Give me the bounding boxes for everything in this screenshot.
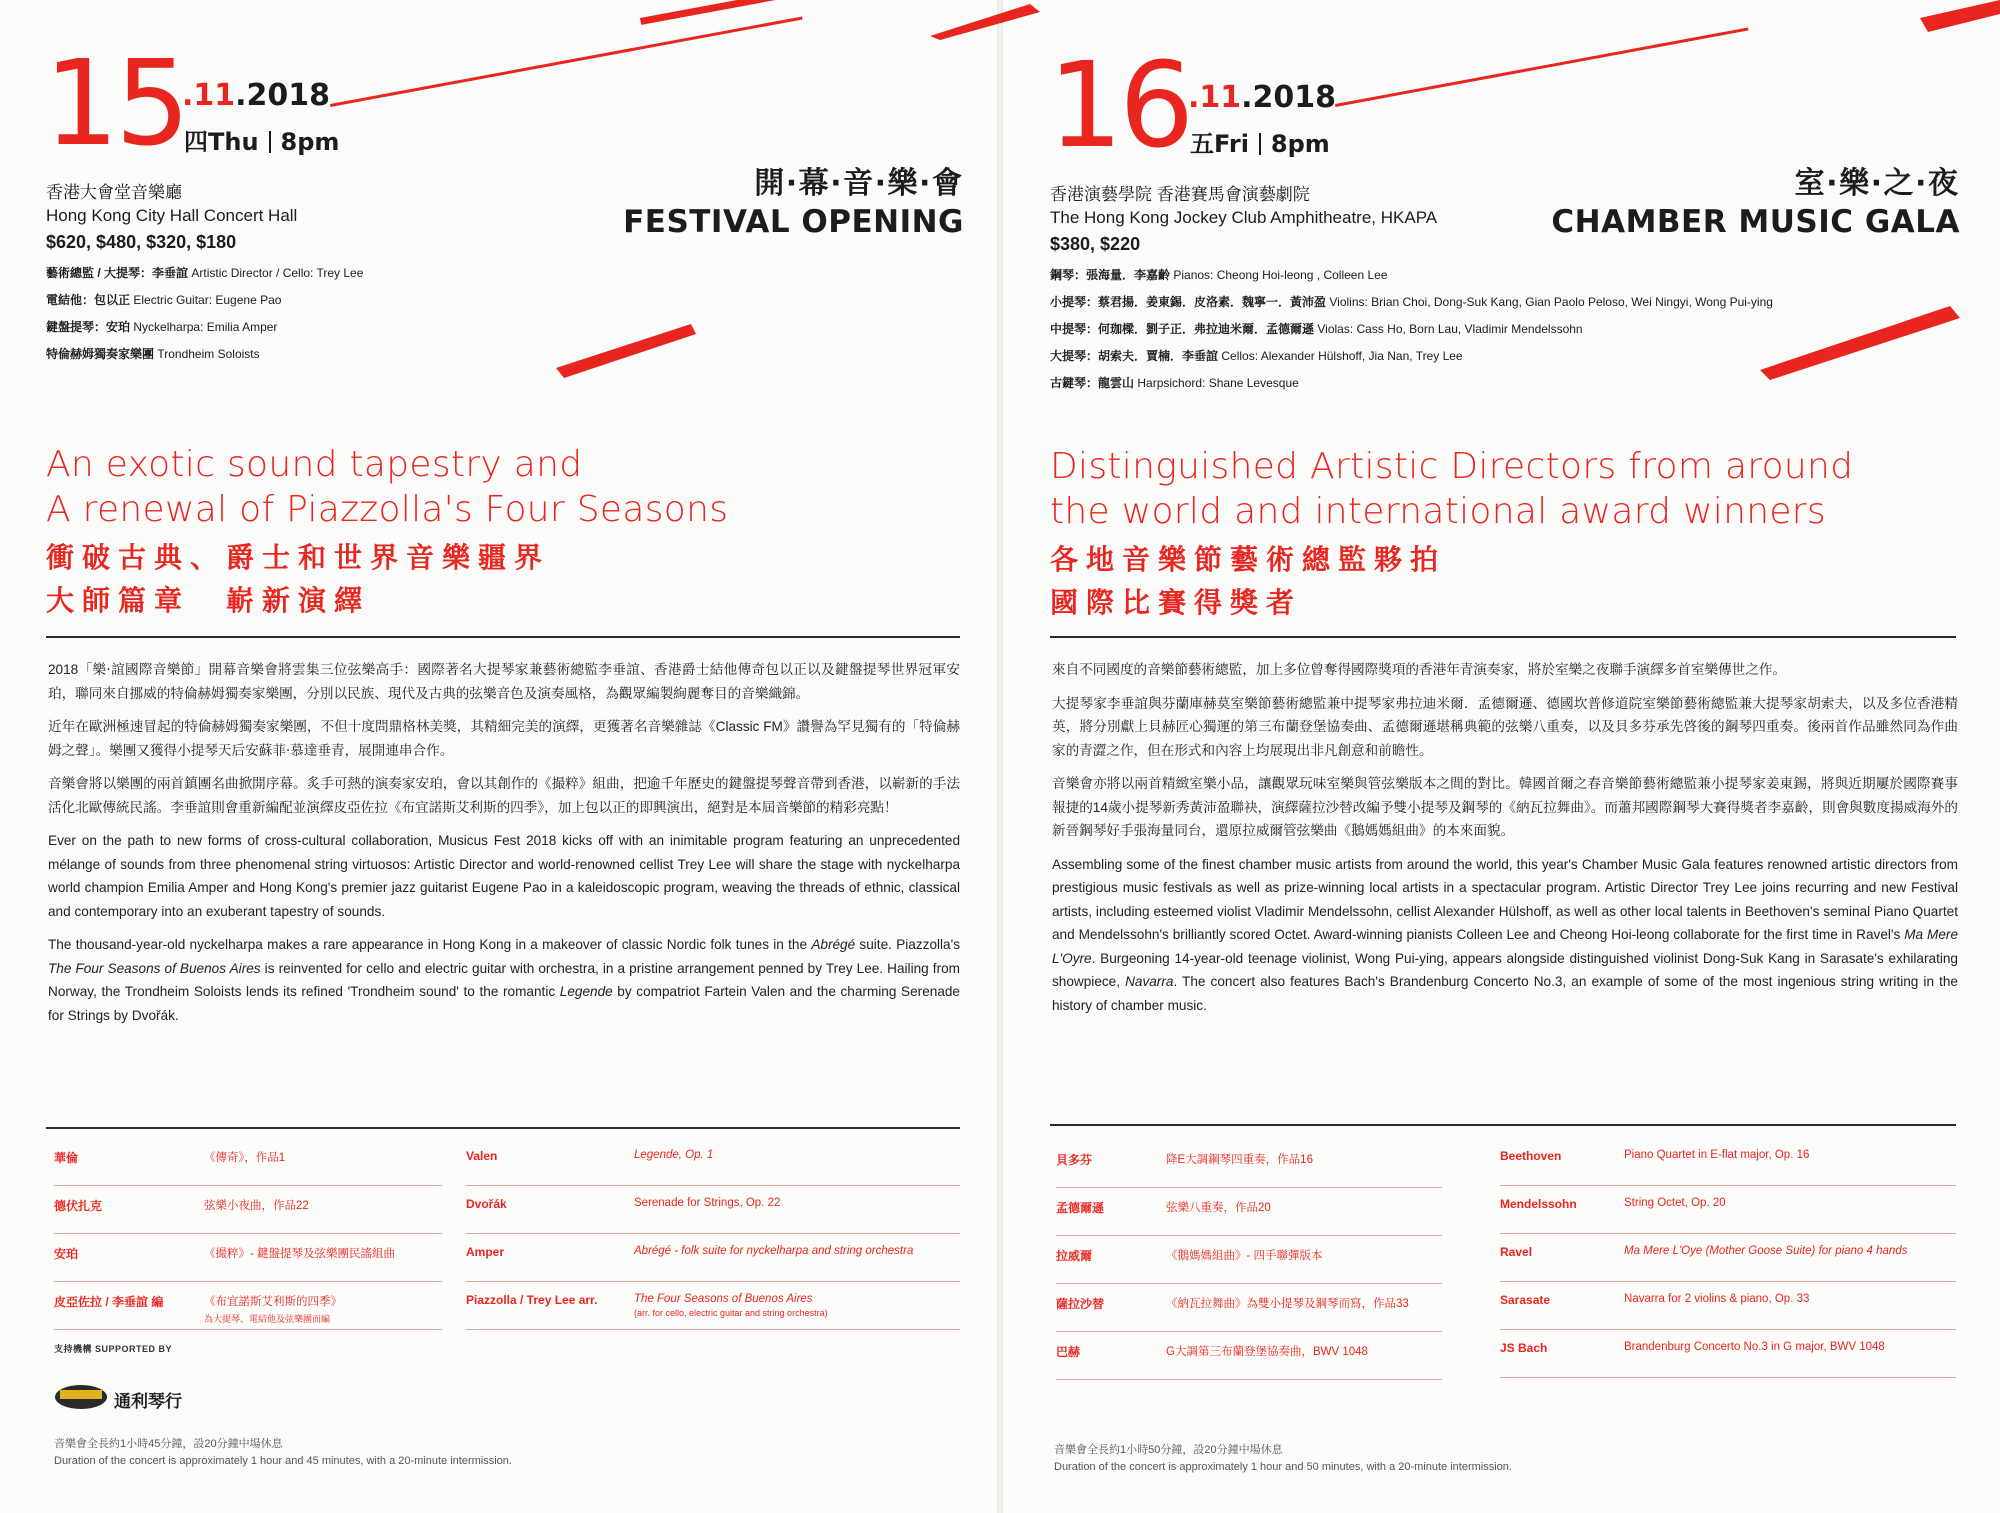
- body-text: [48, 658, 960, 1037]
- headline-zh: 各地音樂節藝術總監夥拍 國際比賽得獎者: [1050, 544, 1447, 618]
- body-paragraph-zh: 2018「樂‧誼國際音樂節」開幕音樂會將雲集三位弦樂高手：國際著名大提琴家兼藝術總監李垂誼、香港爵士結他傳奇包以正以及鍵盤提琴世界冠軍安珀，聯同來自挪威的特倫赫姆獨奏家樂團，分別以民族、現代及古典的弦樂音色及演奏風格，為觀眾編製絢麗奪目的音樂織錦。: [48, 662, 960, 701]
- table-row: Beethoven Piano Quartet in E-flat major, Op. 16: [1500, 1138, 1956, 1186]
- credit-line: 特倫赫姆獨奏家樂團 Trondheim Soloists: [46, 347, 260, 361]
- table-row: 德伏扎克 弦樂小夜曲，作品22: [54, 1186, 442, 1234]
- event-month-year: .11.2018: [1188, 80, 1337, 115]
- credit-line: 藝術總監 / 大提琴：李垂誼 Artistic Director / Cello: Trey Lee: [46, 266, 364, 280]
- event-weekday-time: 五Fri 8pm: [1190, 130, 1330, 158]
- body-paragraph-en: The thousand-year-old nyckelharpa makes a rare appearance in Hong Kong in a makeover of classic Nordic folk tunes in the Abrégé suite. Piazzolla's The Four Seasons of Buenos Aires is reinvented for cello and electric guitar with orchestra, in a pristine arrangement penned by Trey Lee. Hailing from Norway, the Trondheim Soloists lends its refined 'Trondheim sound' to the romantic Legende by compatriot Fartein Valen and the charming Serenade for Strings by Dvořák.: [48, 937, 960, 1023]
- body-paragraph-zh: 來自不同國度的音樂節藝術總監，加上多位曾奪得國際獎項的香港年青演奏家，將於室樂之夜聯手演繹多首室樂傳世之作。: [1052, 662, 1787, 677]
- program-rule: [1050, 1124, 1956, 1126]
- venue-zh: 香港大會堂音樂廳: [46, 183, 182, 202]
- concert-title-zh: 開‧幕‧音‧樂‧會: [754, 167, 964, 200]
- duration-note: 音樂會全長約1小時50分鐘，設20分鐘中場休息 Duration of the concert is approximately 1 hour and 50 minutes, with a 20-minute intermission.: [1054, 1444, 1512, 1473]
- credit-line: 鋼琴：張海量．李嘉齡 Pianos: Cheong Hoi-leong , Colleen Lee: [1050, 268, 1388, 282]
- body-paragraph-en: Assembling some of the finest chamber music artists from around the world, this year's Chamber Music Gala features renowned artistic directors from prestigious music festivals as well as prize-winning local artists in a spectacular program. Artistic Director Trey Lee joins recurring and new Festival artists, including esteemed violist Vladimir Mendelssohn, cellist Alexander Hülshoff, as well as other local talents in Beethoven's seminal Piano Quartet and Mendelssohn's brilliantly scored Octet. Award-winning pianists Colleen Lee and Cheong Hoi-leong collaborate for the first time in Ravel's Ma Mere L'Oyre. Burgeoning 14-year-old teenage violinist, Wong Pui-ying, appears alongside distinguished violinist Dong-Suk Kang in Sarasate's exhilarating showpiece, Navarra. The concert also features Bach's Brandenburg Concerto No.3, an example of some of the most ingenious string writing in the history of chamber music.: [1052, 856, 1958, 1013]
- body-text: [1052, 658, 1958, 1027]
- table-row: Amper Abrégé - folk suite for nyckelharpa and string orchestra: [466, 1234, 960, 1282]
- table-row: 拉威爾 《鵝媽媽組曲》- 四手聯彈版本: [1056, 1236, 1442, 1284]
- table-row: 華倫 《傳奇》，作品1: [54, 1138, 442, 1186]
- table-row: 貝多芬 降E大調鋼琴四重奏，作品16: [1056, 1140, 1442, 1188]
- mid-stripe-shape: [556, 318, 696, 380]
- sponsor-logo: [54, 1384, 108, 1410]
- table-row: 孟德爾遜 弦樂八重奏，作品20: [1056, 1188, 1442, 1236]
- ticket-prices: $380, $220: [1050, 234, 1141, 254]
- body-paragraph-zh: 大提琴家李垂誼與芬蘭庫赫莫室樂節藝術總監兼中提琴家弗拉迪米爾．孟德爾遜、德國坎普修道院室樂節藝術總監兼大提琴家胡索夫，以及多位香港精英，將分別獻上貝赫匠心獨運的第三布蘭登堡協奏曲、孟德爾遜堪稱典範的弦樂八重奏，以及貝多芬承先啓後的鋼琴四重奏。後兩首作品雖然同為作曲家的青澀之作，但在形式和內容上均展現出非凡創意和前瞻性。: [1052, 695, 1958, 758]
- right-page: [1000, 0, 2000, 1513]
- top-stripe-wide: [640, 0, 867, 25]
- concert-title-en: CHAMBER MUSIC GALA: [1551, 204, 1960, 240]
- headline-en: Distinguished Artistic Directors from around the world and international award winners: [1050, 446, 1854, 532]
- credit-line: 大提琴：胡索夫．賈楠．李垂誼 Cellos: Alexander Hülshoff, Jia Nan, Trey Lee: [1050, 349, 1463, 363]
- table-row: 皮亞佐拉 / 李垂誼 編 《布宜諾斯艾利斯的四季》 為大提琴、電結他及弦樂團而編: [54, 1282, 442, 1330]
- ticket-prices: $620, $480, $320, $180: [46, 232, 237, 252]
- section-rule: [1050, 636, 1956, 638]
- table-row: 薩拉沙替 《納瓦拉舞曲》為雙小提琴及鋼琴而寫，作品33: [1056, 1284, 1442, 1332]
- credit-line: 中提琴：何珈樑．劉子正．弗拉迪米爾．孟德爾遜 Violas: Cass Ho, Born Lau, Vladimir Mendelssohn: [1050, 322, 1583, 336]
- sponsor-name: 通利琴行: [114, 1392, 182, 1411]
- credits-list: [1050, 262, 1910, 397]
- venue-en: The Hong Kong Jockey Club Amphitheatre, HKAPA: [1050, 208, 1438, 227]
- headline-zh: 衝破古典、爵士和世界音樂疆界 大師篇章 嶄新演繹: [46, 542, 551, 616]
- duration-note: 音樂會全長約1小時45分鐘，設20分鐘中場休息 Duration of the concert is approximately 1 hour and 45 minutes, with a 20-minute intermission.: [54, 1438, 512, 1467]
- table-row: Piazzolla / Trey Lee arr. The Four Seasons of Buenos Aires (arr. for cello, electric guitar and string orchestra): [466, 1282, 960, 1330]
- program-table-zh: [1056, 1140, 1442, 1380]
- credit-line: 鍵盤提琴：安珀 Nyckelharpa: Emilia Amper: [46, 320, 278, 334]
- program-table-zh: [54, 1138, 442, 1330]
- top-stripe-thin: [1335, 27, 1749, 106]
- concert-title-zh: 室‧樂‧之‧夜: [1794, 167, 1960, 200]
- top-stripe-shape-left: [930, 0, 1040, 40]
- section-rule: [46, 636, 960, 638]
- table-row: JS Bach Brandenburg Concerto No.3 in G major, BWV 1048: [1500, 1330, 1956, 1378]
- table-row: Ravel Ma Mere L'Oye (Mother Goose Suite) for piano 4 hands: [1500, 1234, 1956, 1282]
- event-day: 16: [1048, 36, 1191, 174]
- event-day: 15: [44, 34, 187, 172]
- top-stripe-shape-right: [1920, 0, 2000, 34]
- credit-line: 電結他：包以正 Electric Guitar: Eugene Pao: [46, 293, 282, 307]
- body-paragraph-zh: 音樂會亦將以兩首精緻室樂小品，讓觀眾玩味室樂與管弦樂版本之間的對比。韓國首爾之春音樂節藝術總監兼小提琴家姜東錫，將與近期屢於國際賽事報捷的14歲小提琴新秀黃沛盈聯袂，演繹薩拉沙替改編予雙小提琴及鋼琴的《納瓦拉舞曲》。而蕭邦國際鋼琴大賽得獎者李嘉齡，則會與數度揚威海外的新晉鋼琴好手張海量同台，還原拉威爾管弦樂曲《鵝媽媽組曲》的本來面貌。: [1052, 776, 1958, 838]
- body-paragraph-zh: 近年在歐洲極速冒起的特倫赫姆獨奏家樂團，不但十度問鼎格林美獎，其精細完美的演繹，更獲著名音樂雜誌《Classic FM》讚譽為罕見獨有的「特倫赫姆之聲」。樂團又獲得小提琴天后安蘇菲‧慕達垂青，展開連串合作。: [48, 719, 960, 758]
- event-month-year: .11.2018: [182, 78, 331, 113]
- body-paragraph-en: Ever on the path to new forms of cross-cultural collaboration, Musicus Fest 2018 kicks off with an inimitable program featuring an unprecedented mélange of sounds from three phenomenal string virtuosos: Artistic Director and world-renowned cellist Trey Lee will share the stage with nyckelharpa world champion Emilia Amper and Hong Kong's premier jazz guitarist Eugene Pao in a kaleidoscopic program, weaving the threads of ethnic, classical and contemporary into an exuberant tapestry of sounds.: [48, 833, 960, 919]
- venue-en: Hong Kong City Hall Concert Hall: [46, 206, 298, 225]
- program-table-en: [1500, 1138, 1956, 1378]
- table-row: Valen Legende, Op. 1: [466, 1138, 960, 1186]
- headline-en: An exotic sound tapestry and A renewal of Piazzolla's Four Seasons: [46, 444, 729, 530]
- program-rule: [46, 1127, 960, 1129]
- table-row: 安珀 《撮粹》- 鍵盤提琴及弦樂團民謠組曲: [54, 1234, 442, 1282]
- venue-zh: 香港演藝學院 香港賽馬會演藝劇院: [1050, 185, 1310, 204]
- event-weekday-time: 四Thu 8pm: [184, 128, 340, 156]
- credits-list: [46, 260, 466, 368]
- program-table-en: [466, 1138, 960, 1330]
- credit-line: 古鍵琴：龍雲山 Harpsichord: Shane Levesque: [1050, 376, 1299, 390]
- table-row: Mendelssohn String Octet, Op. 20: [1500, 1186, 1956, 1234]
- credit-line: 小提琴：蔡君揚．姜東錫．皮洛素．魏寧一．黃沛盈 Violins: Brian Choi, Dong-Suk Kang, Gian Paolo Peloso, Wei Ningyi, Wong Pui-ying: [1050, 295, 1773, 309]
- concert-title-en: FESTIVAL OPENING: [623, 204, 964, 240]
- table-row: Dvořák Serenade for Strings, Op. 22: [466, 1186, 960, 1234]
- table-row: 巴赫 G大調第三布蘭登堡協奏曲，BWV 1048: [1056, 1332, 1442, 1380]
- top-stripe-thin: [330, 17, 803, 107]
- supported-by-label: 支持機構 SUPPORTED BY: [54, 1344, 173, 1354]
- table-row: Sarasate Navarra for 2 violins & piano, Op. 33: [1500, 1282, 1956, 1330]
- body-paragraph-zh: 音樂會將以樂團的兩首鎮團名曲掀開序幕。炙手可熱的演奏家安珀，會以其創作的《撮粹》組曲，把逾千年歷史的鍵盤提琴聲音帶到香港，以嶄新的手法活化北歐傳統民謠。李垂誼則會重新編配並演繹皮亞佐拉《布宜諾斯艾利斯的四季》，加上包以正的即興演出，絕對是本屆音樂節的精彩亮點！: [48, 776, 960, 815]
